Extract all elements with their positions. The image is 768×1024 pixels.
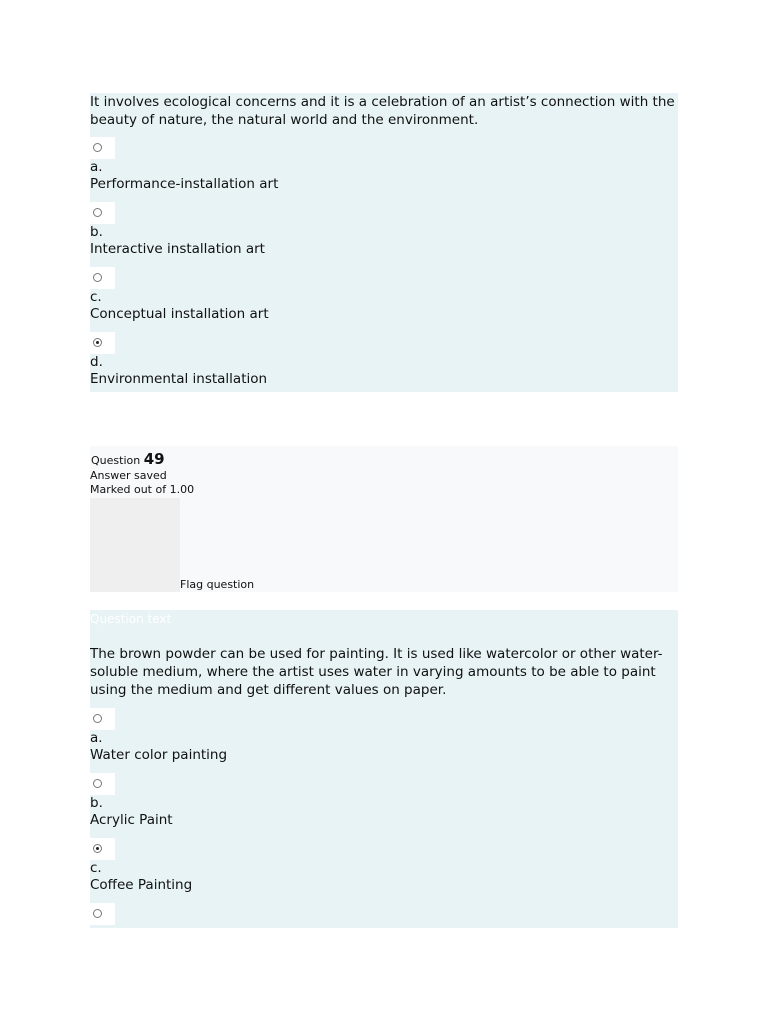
option-label: Environmental installation: [90, 371, 268, 387]
option-letter: c.: [90, 860, 102, 876]
option-label: Coffee Painting: [90, 877, 193, 893]
option-letter: b.: [90, 224, 103, 240]
option-label: Acrylic Paint: [90, 812, 173, 828]
radio-button-d[interactable]: [93, 909, 102, 918]
answer-option-b[interactable]: [90, 202, 678, 258]
answer-option-a[interactable]: [90, 137, 678, 193]
question-state: Answer saved: [90, 469, 167, 482]
radio-button-b[interactable]: [93, 208, 102, 217]
answer-option-c[interactable]: [90, 838, 678, 894]
answer-option-a[interactable]: [90, 708, 678, 764]
radio-button-a[interactable]: [93, 143, 102, 152]
answer-option-d[interactable]: [90, 332, 678, 388]
option-label: Water color painting: [90, 747, 228, 763]
question-number-heading: [91, 452, 165, 468]
option-label: Performance-installation art: [90, 176, 279, 192]
option-letter: b.: [90, 795, 103, 811]
option-letter: a.: [90, 159, 103, 175]
flag-icon[interactable]: [90, 498, 180, 592]
question-49-content: [90, 610, 678, 928]
flag-question-link[interactable]: Flag question: [180, 578, 255, 591]
answer-option-d[interactable]: [90, 903, 678, 925]
option-label: Conceptual installation art: [90, 306, 269, 322]
question-48-text: It involves ecological concerns and it is a celebration of an artist’s connection with the beauty of nature, the natural world and the environment.: [90, 94, 675, 128]
question-49-info: [90, 446, 678, 592]
answer-option-c[interactable]: [90, 267, 678, 323]
option-letter: a.: [90, 730, 103, 746]
radio-button-c-selected[interactable]: [93, 844, 102, 853]
question-grade: Marked out of 1.00: [90, 483, 195, 496]
radio-button-c[interactable]: [93, 273, 102, 282]
question-49-text: The brown powder can be used for painting. It is used like watercolor or other water-soluble medium, where the artist uses water in varying amounts to be able to paint using the medium and get different values on paper.: [90, 646, 663, 698]
question-text-label: Question text: [90, 612, 172, 626]
radio-button-d-selected[interactable]: [93, 338, 102, 347]
question-number: 49: [143, 450, 165, 468]
option-letter: d.: [90, 354, 103, 370]
answer-option-b[interactable]: [90, 773, 678, 829]
radio-button-a[interactable]: [93, 714, 102, 723]
option-label: Interactive installation art: [90, 241, 265, 257]
radio-button-b[interactable]: [93, 779, 102, 788]
question-prefix: Question: [91, 454, 141, 467]
question-48-content: [90, 93, 678, 392]
option-letter: c.: [90, 289, 102, 305]
